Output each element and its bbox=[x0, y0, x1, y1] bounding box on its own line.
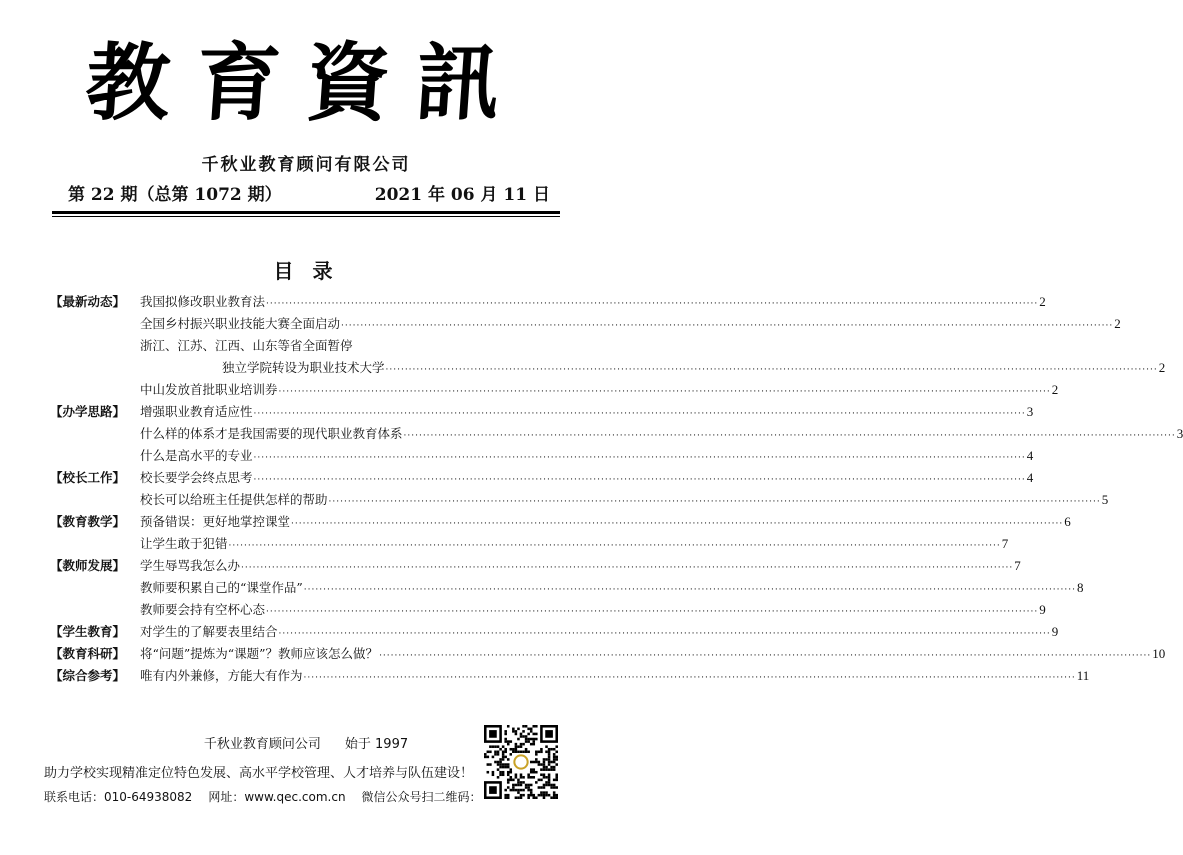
toc-entry-title: 校长要学会终点思考 bbox=[140, 470, 253, 485]
toc-entry-title: 教师要会持有空杯心态 bbox=[140, 602, 266, 617]
toc-leader-dots: ········································································································································································································ bbox=[278, 629, 1051, 639]
toc-leader-dots: ········································································································································································································ bbox=[341, 321, 1114, 331]
toc-row[interactable] bbox=[50, 424, 1183, 446]
toc-entry[interactable] bbox=[140, 380, 1059, 402]
toc-row[interactable] bbox=[50, 534, 1009, 556]
toc-entry-title: 校长可以给班主任提供怎样的帮助 bbox=[140, 492, 328, 507]
toc-row[interactable] bbox=[50, 446, 1034, 468]
toc-row[interactable] bbox=[50, 358, 1166, 380]
issue-row bbox=[68, 180, 550, 206]
footer-website[interactable]: 网址：www.qec.com.cn bbox=[208, 790, 346, 804]
toc-entry-title: 教师要积累自己的“课堂作品” bbox=[140, 580, 303, 595]
toc-page-number: 2 bbox=[1039, 294, 1046, 309]
footer-slogan: 助力学校实现精准定位特色发展、高水平学校管理、人才培养与队伍建设！ bbox=[44, 766, 474, 781]
toc-leader-dots: ········································································································································································································ bbox=[328, 497, 1101, 507]
toc-page-number: 4 bbox=[1026, 470, 1034, 485]
toc-entry-title: 让学生敢于犯错 bbox=[140, 536, 228, 551]
toc-row[interactable] bbox=[50, 556, 1021, 578]
company-name: 千秋业教育顾问有限公司 bbox=[201, 155, 411, 175]
toc-entry[interactable] bbox=[140, 556, 1021, 578]
qr-code-icon[interactable] bbox=[484, 725, 558, 799]
toc-page-number: 6 bbox=[1064, 514, 1071, 529]
toc-page-number: 2 bbox=[1158, 360, 1166, 375]
toc-leader-dots: ········································································································································································································ bbox=[379, 651, 1152, 661]
toc-page-number: 10 bbox=[1152, 646, 1166, 661]
toc-row[interactable] bbox=[50, 402, 1034, 424]
toc-entry-title: 对学生的了解要表里结合 bbox=[140, 624, 278, 639]
toc-leader-dots: ········································································································································································································ bbox=[253, 475, 1026, 485]
toc-entry-title: 增强职业教育适应性 bbox=[140, 404, 253, 419]
toc-category: 【教育教学】 bbox=[50, 514, 126, 529]
toc-category: 【教师发展】 bbox=[50, 558, 126, 573]
toc-leader-dots: ········································································································································································································ bbox=[266, 299, 1039, 309]
toc-leader-dots: ········································································································································································································ bbox=[253, 409, 1026, 419]
toc-entry[interactable] bbox=[140, 666, 1090, 688]
toc-leader-dots: ········································································································································································································ bbox=[241, 563, 1014, 573]
toc-entry[interactable] bbox=[140, 446, 1034, 468]
toc-leader-dots: ········································································································································································································ bbox=[303, 673, 1076, 683]
footer-wechat: 微信公众号扫二维码： bbox=[361, 790, 482, 804]
toc-leader-dots: ········································································································································································································ bbox=[403, 431, 1176, 441]
toc-row[interactable] bbox=[50, 666, 1090, 688]
header-divider-thin bbox=[52, 216, 560, 217]
toc-entry[interactable] bbox=[140, 314, 1121, 336]
toc-row[interactable] bbox=[50, 578, 1084, 600]
toc-page-number: 11 bbox=[1076, 668, 1090, 683]
issue-number: 第 22 期（总第 1072 期） bbox=[68, 185, 282, 205]
toc-entry[interactable] bbox=[140, 468, 1034, 490]
toc-entry-title: 浙江、江苏、江西、山东等省全面暂停 bbox=[140, 338, 353, 353]
toc-entry-title: 将“问题”提炼为“课题”？教师应该怎么做？ bbox=[140, 646, 379, 661]
issue-date: 2021 年 06 月 11 日 bbox=[374, 185, 550, 205]
toc-page-number: 2 bbox=[1114, 316, 1121, 331]
toc-entry-title: 学生辱骂我怎么办 bbox=[140, 558, 241, 573]
toc-entry-title: 独立学院转设为职业技术大学 bbox=[222, 360, 385, 375]
toc-category: 【综合参考】 bbox=[50, 668, 126, 683]
toc-entry-title: 什么样的体系才是我国需要的现代职业教育体系 bbox=[140, 426, 403, 441]
toc-entry-title: 中山发放首批职业培训券 bbox=[140, 382, 278, 397]
footer-phone: 联系电话：010-64938082 bbox=[44, 790, 193, 804]
footer-company: 千秋业教育顾问公司 bbox=[203, 737, 321, 752]
toc-entry[interactable] bbox=[140, 644, 1166, 666]
toc-row[interactable] bbox=[50, 622, 1059, 644]
toc-entry[interactable] bbox=[140, 336, 560, 356]
toc-entry-title: 什么是高水平的专业 bbox=[140, 448, 253, 463]
toc-row[interactable] bbox=[50, 292, 1046, 314]
toc-page-number: 7 bbox=[1001, 536, 1009, 551]
toc-entry[interactable] bbox=[140, 578, 1084, 600]
toc-entry[interactable] bbox=[222, 358, 1166, 380]
toc-row[interactable] bbox=[50, 512, 1071, 534]
toc-entry[interactable] bbox=[140, 600, 1046, 622]
toc-category: 【学生教育】 bbox=[50, 624, 126, 639]
toc-entry[interactable] bbox=[140, 512, 1071, 534]
footer-contact-line bbox=[44, 788, 484, 805]
toc-entry-title: 全国乡村振兴职业技能大赛全面启动 bbox=[140, 316, 341, 331]
toc-entry-title: 唯有内外兼修，方能大有作为 bbox=[140, 668, 303, 683]
toc-entry-title: 我国拟修改职业教育法 bbox=[140, 294, 266, 309]
toc-row[interactable] bbox=[50, 490, 1109, 512]
toc-row[interactable] bbox=[50, 314, 1121, 336]
toc-leader-dots: ········································································································································································································ bbox=[228, 541, 1001, 551]
toc-title: 目 录 bbox=[273, 259, 339, 283]
toc-leader-dots: ········································································································································································································ bbox=[385, 365, 1158, 375]
toc-leader-dots: ········································································································································································································ bbox=[303, 585, 1076, 595]
toc-category: 【最新动态】 bbox=[50, 294, 126, 309]
toc-page-number: 2 bbox=[1051, 382, 1059, 397]
toc-entry[interactable] bbox=[140, 534, 1009, 556]
toc-category: 【教育科研】 bbox=[50, 646, 126, 661]
toc-entry[interactable] bbox=[140, 490, 1109, 512]
toc-entry-title: 预备错误：更好地掌控课堂 bbox=[140, 514, 291, 529]
toc-category: 【校长工作】 bbox=[50, 470, 126, 485]
toc-entry[interactable] bbox=[140, 622, 1059, 644]
toc-entry[interactable] bbox=[140, 402, 1034, 424]
footer-since: 始于 1997 bbox=[344, 737, 409, 752]
toc-page-number: 7 bbox=[1014, 558, 1021, 573]
toc-category: 【办学思路】 bbox=[50, 404, 126, 419]
header-divider-thick bbox=[52, 211, 560, 214]
toc-page-number: 4 bbox=[1026, 448, 1034, 463]
toc-page-number: 8 bbox=[1076, 580, 1084, 595]
table-of-contents bbox=[50, 292, 1183, 688]
toc-page-number: 3 bbox=[1176, 426, 1183, 441]
toc-leader-dots: ········································································································································································································ bbox=[266, 607, 1039, 617]
toc-page-number: 3 bbox=[1026, 404, 1034, 419]
toc-leader-dots: ········································································································································································································ bbox=[278, 387, 1051, 397]
toc-entry[interactable] bbox=[140, 292, 1046, 314]
masthead-title: 教育資訊 bbox=[82, 33, 530, 132]
toc-row[interactable] bbox=[50, 600, 1046, 622]
toc-entry[interactable] bbox=[140, 424, 1183, 446]
toc-leader-dots: ········································································································································································································ bbox=[253, 453, 1026, 463]
toc-page-number: 9 bbox=[1039, 602, 1046, 617]
toc-page-number: 9 bbox=[1051, 624, 1059, 639]
toc-page-number: 5 bbox=[1101, 492, 1109, 507]
toc-row[interactable] bbox=[50, 468, 1034, 490]
toc-row[interactable] bbox=[50, 380, 1059, 402]
toc-leader-dots: ········································································································································································································ bbox=[291, 519, 1064, 529]
toc-row[interactable] bbox=[50, 644, 1166, 666]
toc-row[interactable] bbox=[50, 336, 560, 358]
